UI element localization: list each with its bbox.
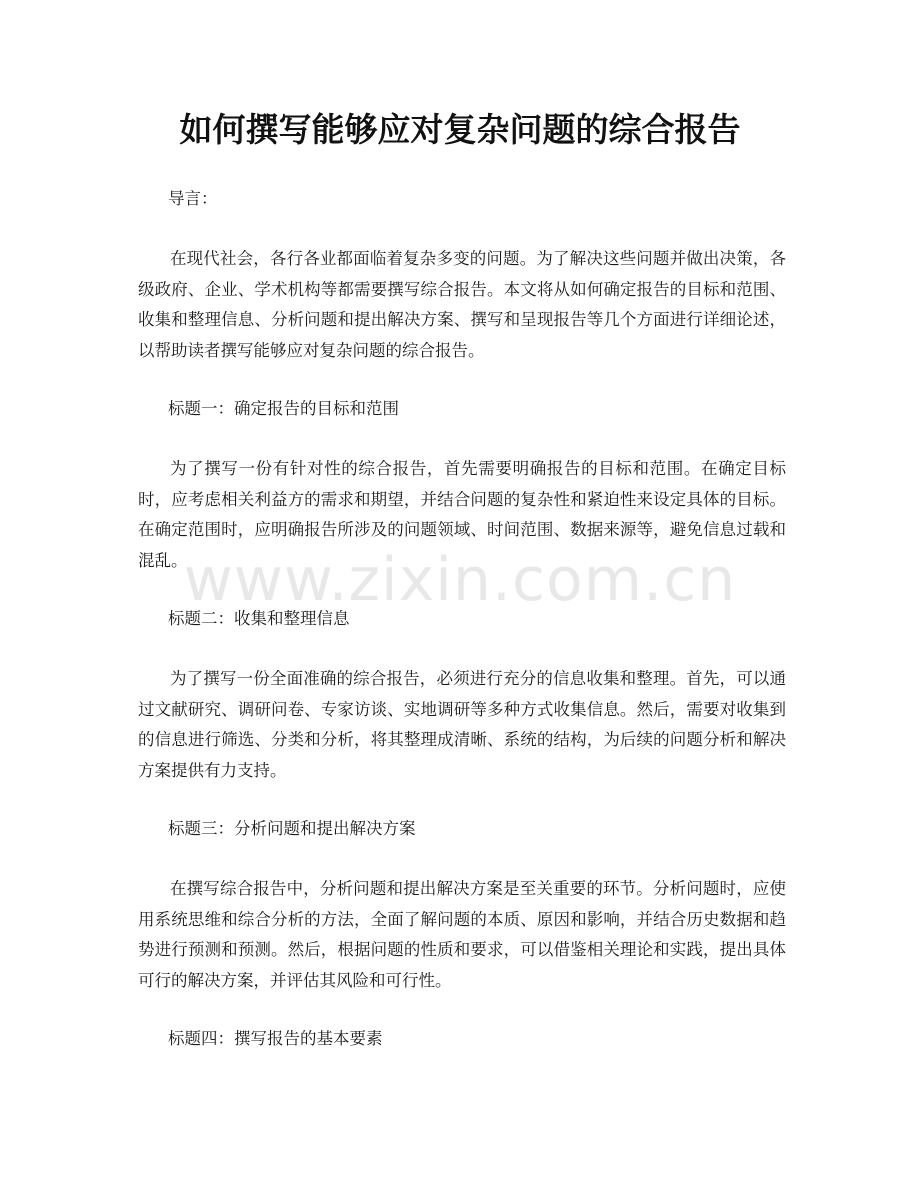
section-heading-4: 标题四：撰写报告的基本要素 bbox=[168, 1029, 383, 1048]
paragraph-intro: 在现代社会，各行各业都面临着复杂多变的问题。为了解决这些问题并做出决策，各级政府、企业、学术机构等都需要撰写综合报告。本文将从如何确定报告的目标和范围、收集和整理信息、分析问题和提出解决方案、撰写和呈现报告等几个方面进行详细论述，以帮助读者撰写能够应对复杂问题的综合报告。 bbox=[138, 249, 786, 360]
section-heading-1: 标题一：确定报告的目标和范围 bbox=[168, 399, 399, 418]
paragraph-1: 为了撰写一份有针对性的综合报告，首先需要明确报告的目标和范围。在确定目标时，应考虑相关利益方的需求和期望，并结合问题的复杂性和紧迫性来设定具体的目标。在确定范围时，应明确报告所涉及的问题领域、时间范围、数据来源等，避免信息过载和混乱。 bbox=[138, 459, 786, 570]
document-body bbox=[138, 184, 786, 1084]
paragraph-2: 为了撰写一份全面准确的综合报告，必须进行充分的信息收集和整理。首先，可以通过文献研究、调研问卷、专家访谈、实地调研等多种方式收集信息。然后，需要对收集到的信息进行筛选、分类和分析，将其整理成清晰、系统的结构，为后续的问题分析和解决方案提供有力支持。 bbox=[138, 669, 786, 780]
paragraph-3: 在撰写综合报告中，分析问题和提出解决方案是至关重要的环节。分析问题时，应使用系统思维和综合分析的方法，全面了解问题的本质、原因和影响，并结合历史数据和趋势进行预测和预测。然后，根据问题的性质和要求，可以借鉴相关理论和实践，提出具体可行的解决方案，并评估其风险和可行性。 bbox=[138, 879, 786, 990]
section-heading-2: 标题二：收集和整理信息 bbox=[168, 609, 350, 628]
watermark: www.zixin.com.cn bbox=[183, 545, 737, 615]
section-heading-3: 标题三：分析问题和提出解决方案 bbox=[168, 819, 416, 838]
document-title: 如何撰写能够应对复杂问题的综合报告 bbox=[179, 110, 741, 149]
section-heading-intro: 导言： bbox=[168, 189, 218, 208]
